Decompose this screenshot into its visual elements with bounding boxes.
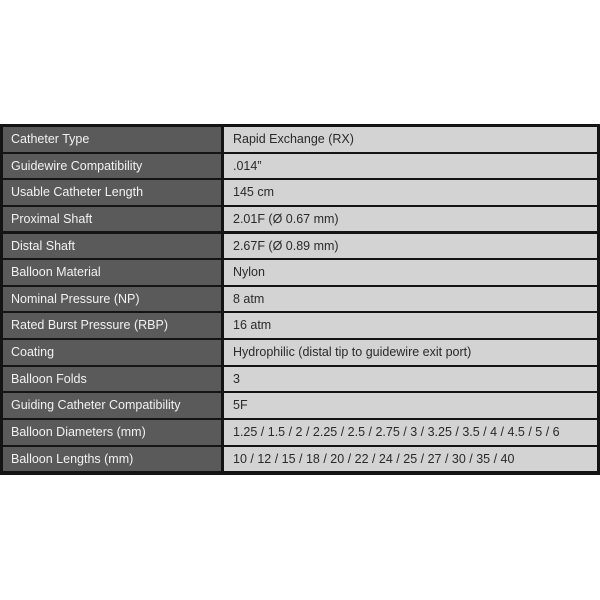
table-row-balloon-material [3,260,597,285]
row-value: 16 atm [224,313,597,338]
row-label: Guiding Catheter Compatibility [3,393,221,418]
table-row-catheter-type [3,127,597,152]
table-row-coating [3,340,597,365]
row-value: Nylon [224,260,597,285]
row-label: Proximal Shaft [3,207,221,232]
row-value: Hydrophilic (distal tip to guidewire exit port) [224,340,597,365]
row-label: Balloon Material [3,260,221,285]
table-row-guidewire-compatibility [3,154,597,179]
row-label: Usable Catheter Length [3,180,221,205]
table-row-proximal-shaft [3,207,597,232]
table-row-distal-shaft [3,234,597,259]
row-value: 8 atm [224,287,597,312]
row-label: Balloon Diameters (mm) [3,420,221,445]
row-value: 5F [224,393,597,418]
row-label: Nominal Pressure (NP) [3,287,221,312]
table-row-balloon-diameters [3,420,597,445]
table-row-balloon-lengths [3,447,597,472]
row-value: 3 [224,367,597,392]
row-value: 10 / 12 / 15 / 18 / 20 / 22 / 24 / 25 / 27 / 30 / 35 / 40 [224,447,597,472]
row-label: Coating [3,340,221,365]
row-label: Guidewire Compatibility [3,154,221,179]
row-label: Distal Shaft [3,234,221,259]
row-label: Rated Burst Pressure (RBP) [3,313,221,338]
row-value: 145 cm [224,180,597,205]
row-value: 2.67F (Ø 0.89 mm) [224,234,597,259]
table-row-usable-catheter-length [3,180,597,205]
row-value: 2.01F (Ø 0.67 mm) [224,207,597,232]
row-label: Balloon Lengths (mm) [3,447,221,472]
table-row-nominal-pressure [3,287,597,312]
row-label: Balloon Folds [3,367,221,392]
row-value: 1.25 / 1.5 / 2 / 2.25 / 2.5 / 2.75 / 3 / 3.25 / 3.5 / 4 / 4.5 / 5 / 6 [224,420,597,445]
spec-table [0,124,600,475]
table-row-rated-burst-pressure [3,313,597,338]
row-value: .014” [224,154,597,179]
row-label: Catheter Type [3,127,221,152]
table-row-guiding-catheter-compatibility [3,393,597,418]
table-row-balloon-folds [3,367,597,392]
row-value: Rapid Exchange (RX) [224,127,597,152]
